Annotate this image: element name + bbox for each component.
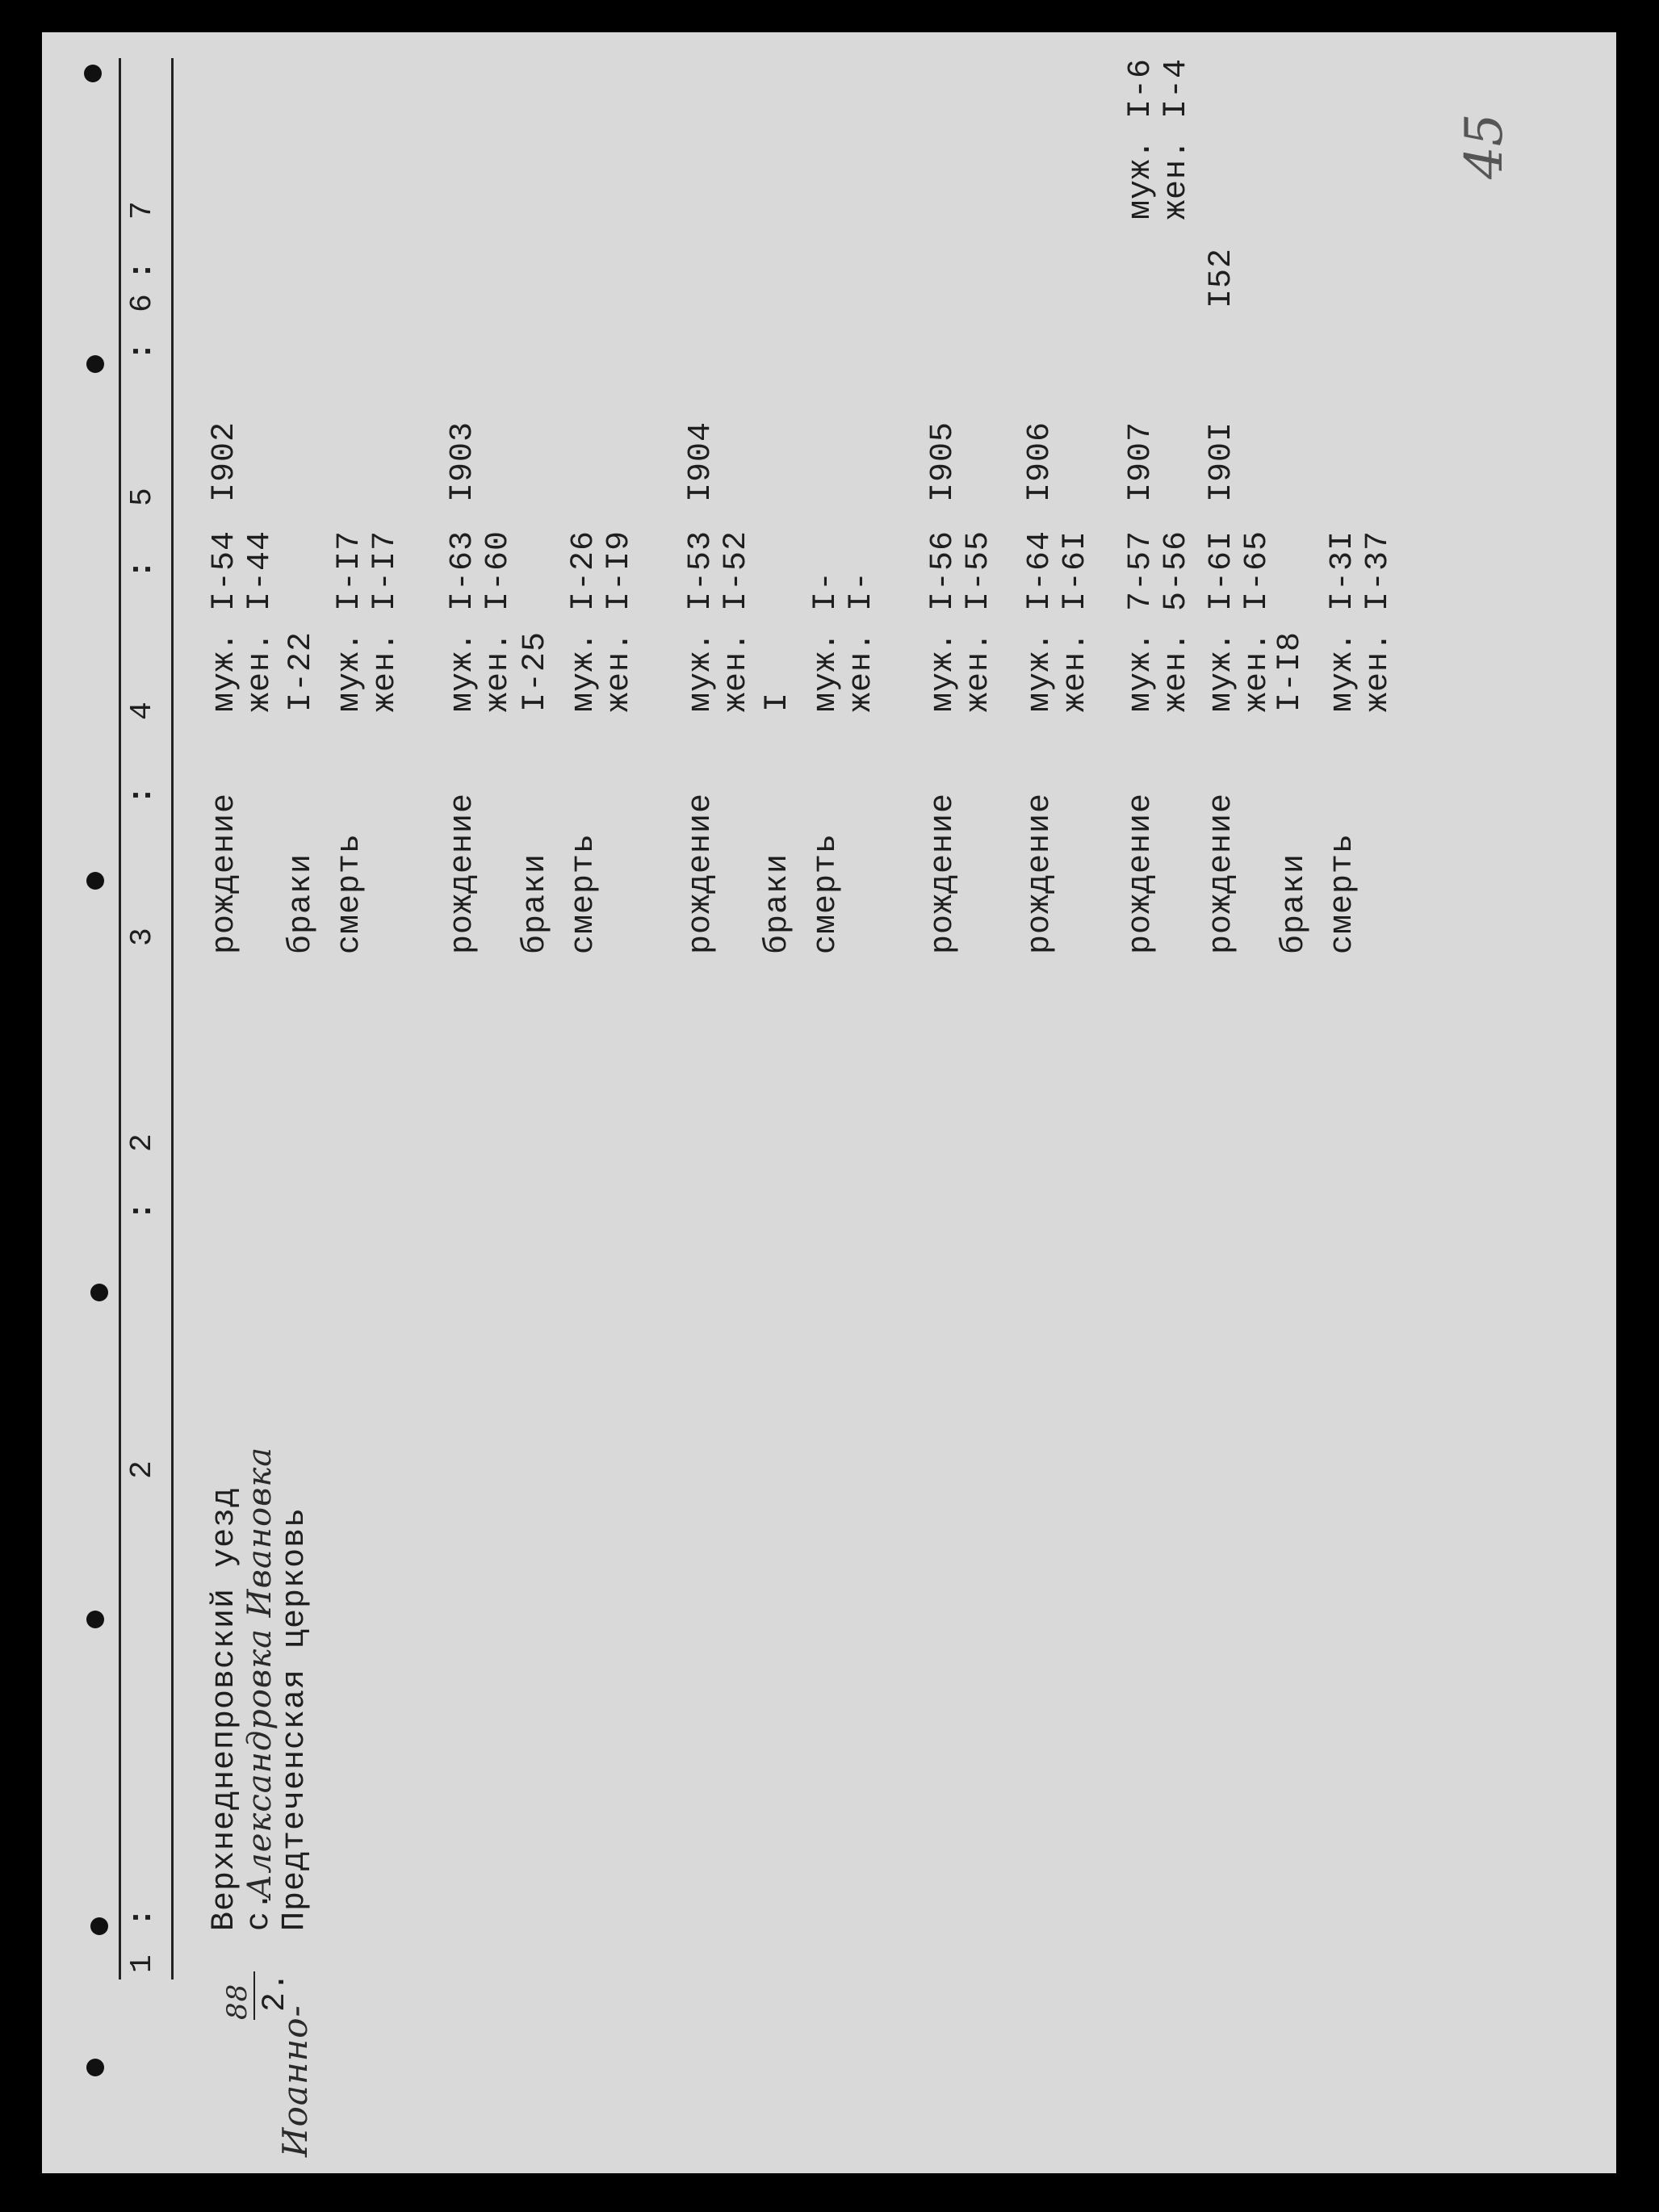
row-year: I902 xyxy=(207,421,243,502)
column-separator: : xyxy=(124,259,161,280)
row-type: рождение xyxy=(1204,792,1240,954)
row-type: смерть xyxy=(1325,832,1361,954)
column-separator: : xyxy=(124,558,161,579)
row-year: I90I xyxy=(1204,421,1240,502)
header-rule-bottom xyxy=(171,58,174,1979)
document-sheet xyxy=(42,32,1616,2173)
row-year: I905 xyxy=(925,421,961,502)
row-type: браки xyxy=(517,853,554,954)
entry-number: 2. xyxy=(258,1971,294,2012)
punch-hole xyxy=(86,872,104,890)
row-type: рождение xyxy=(207,792,243,954)
row-counts: I-25 xyxy=(517,631,554,712)
row-counts: муж. I-I7 жен. I-I7 xyxy=(332,530,404,712)
row-counts: муж. I-56 жен. I-55 xyxy=(925,530,997,712)
row-counts: муж. I-63 жен. I-60 xyxy=(445,530,517,712)
row-counts: I-I8 xyxy=(1272,631,1309,712)
row-type: рождение xyxy=(445,792,481,954)
column-separator: : xyxy=(124,340,161,361)
column-header-3: 3 xyxy=(125,927,160,946)
punch-hole xyxy=(86,2059,104,2076)
column-separator: : xyxy=(124,784,161,805)
column-separator: : xyxy=(124,1906,161,1927)
punch-hole xyxy=(84,65,102,82)
entry-number-handwritten: 88 xyxy=(221,1983,253,2020)
column-header-7: 7 xyxy=(125,200,160,220)
place-line-3: Предтеченская церковь xyxy=(277,1506,313,1931)
row-counts: муж. I-26 жен. I-I9 xyxy=(566,530,638,712)
place-line-1: Верхнеднепровский уезд xyxy=(207,1486,243,1931)
row-type: браки xyxy=(283,853,320,954)
entry-number-divider xyxy=(253,1971,255,2020)
row-type: смерть xyxy=(808,832,844,954)
row-type: смерть xyxy=(566,832,602,954)
rotated-register-page xyxy=(42,32,1616,2173)
row-counts: муж. I-53 жен. I-52 xyxy=(683,530,755,712)
row-counts: I xyxy=(760,691,796,712)
row-year: I906 xyxy=(1022,421,1058,502)
row-counts: муж. I-54 жен. I-44 xyxy=(207,530,279,712)
place-line-3-handwritten: Иоанно- xyxy=(275,2005,315,2157)
col6-value: I52 xyxy=(1204,247,1240,308)
row-type: рождение xyxy=(1022,792,1058,954)
row-counts: муж. I- жен. I- xyxy=(808,570,880,712)
place-line-2-prefix: с. xyxy=(241,1890,278,1931)
column-header-6: 6 xyxy=(125,293,160,312)
row-type: рождение xyxy=(1123,792,1159,954)
punch-hole xyxy=(86,355,104,373)
row-type: рождение xyxy=(925,792,961,954)
row-counts: муж. I-3I жен. I-37 xyxy=(1325,530,1397,712)
col7-value: муж. I-6 жен. I-4 xyxy=(1123,57,1195,220)
row-type: рождение xyxy=(683,792,719,954)
row-counts: муж. I-6I жен. I-65 xyxy=(1204,530,1276,712)
header-rule-top xyxy=(119,58,121,1979)
column-header-1: 1 xyxy=(125,1954,160,1973)
page-number-handwritten: 45 xyxy=(1455,113,1514,179)
punch-hole xyxy=(90,1284,108,1301)
row-year: I903 xyxy=(445,421,481,502)
row-type: браки xyxy=(760,853,796,954)
row-year: I904 xyxy=(683,421,719,502)
column-header-4: 4 xyxy=(125,701,160,720)
row-counts: муж. 7-57 жен. 5-56 xyxy=(1123,530,1195,712)
top-center-number: 2 xyxy=(125,1133,160,1152)
punch-hole xyxy=(90,1917,108,1935)
row-type: смерть xyxy=(332,832,368,954)
row-counts: муж. I-64 жен. I-6I xyxy=(1022,530,1094,712)
place-line-2-handwritten: Александровка Ивановка xyxy=(241,1446,279,1899)
row-year: I907 xyxy=(1123,421,1159,502)
column-separator: : xyxy=(124,1200,161,1221)
column-header-5: 5 xyxy=(125,487,160,506)
row-counts: I-22 xyxy=(283,631,320,712)
punch-hole xyxy=(86,1611,104,1628)
row-type: браки xyxy=(1276,853,1313,954)
column-header-2: 2 xyxy=(125,1460,160,1479)
